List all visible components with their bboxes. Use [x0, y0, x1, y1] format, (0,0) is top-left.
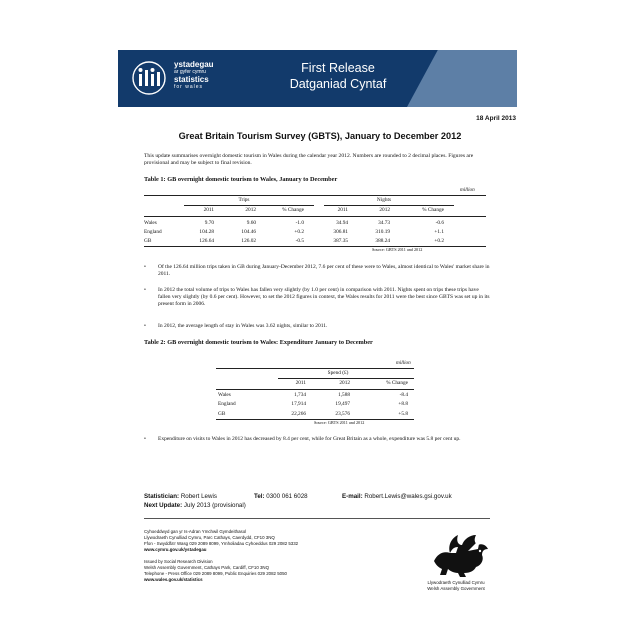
table1-cell: 310.19 — [375, 229, 390, 235]
table2-header-rule — [216, 389, 414, 390]
table1-col-header: % Change — [282, 207, 304, 213]
bullet-text: Of the 126.64 million trips taken in GB during January-December 2012, 7.6 per cent of these were to Wales, almost identical to Wales' market share in 2011. — [158, 264, 490, 278]
bullet-text: In 2012 the total volume of trips to Wales has fallen very slightly (by 1.0 per cent) in comparison with 2011. Nights spent on trips these trips have fallen very slightly (by 0.6 per cent). However, to set the 2012 figures in context, the Wales results for 2011 were the best since GBTS was set up in its present form in 2006. — [158, 287, 490, 308]
welsh-dragon-icon — [428, 527, 492, 579]
banner-accent — [407, 50, 517, 107]
table1-cell: 34.94 — [336, 220, 348, 226]
bullet-dot-icon: • — [144, 323, 146, 329]
contact-line: Cyhoeddwyd gan yr Is-Adran Ymchwil Gymdeithasol — [144, 529, 247, 534]
statistician-label: Statistician: — [144, 493, 180, 500]
table2-unit: million — [396, 360, 411, 366]
contact-line: Issued by Social Research Division — [144, 559, 213, 564]
table1-row-label: Wales — [144, 220, 157, 226]
contact-line: Ffon - Swyddfa'r Wasg 029 2089 8099, Ymholiadau Cyhoeddus 029 2082 5332 — [144, 541, 299, 547]
table2-cell: 22,266 — [291, 411, 306, 417]
footer-divider — [144, 518, 490, 519]
table2-row-label: England — [218, 401, 236, 407]
contact-line: Llywodraeth Cynulliad Cymru, Parc Cathays, Caerdydd, CF10 3NQ — [144, 535, 275, 541]
table2-group-spend: Spend (£) — [327, 370, 349, 376]
table1-cell: 104.46 — [241, 229, 256, 235]
intro-paragraph: This update summarises overnight domestic tourism in Wales during the calendar year 2012. Numbers are rounded to 2 decimal places. Figures are provisional and may be subject to final revision. — [144, 153, 474, 167]
table1-group-nights: Nights — [376, 197, 392, 203]
assembly-name-welsh: Llywodraeth Cynulliad Cymru — [427, 580, 485, 585]
next-update-row — [144, 502, 246, 509]
email-label: E-mail: — [342, 493, 363, 500]
table2-row-label: Wales — [218, 392, 231, 398]
table2-col-header: 2011 — [295, 380, 306, 386]
table1-cell: +0.2 — [434, 238, 444, 244]
table1-cell: 104.28 — [199, 229, 214, 235]
table1-top-rule — [144, 195, 486, 196]
table2-col-header: 2012 — [339, 380, 350, 386]
title-welsh: Datganiad Cyntaf — [289, 76, 387, 91]
table1-cell: 388.24 — [375, 238, 390, 244]
table1-cell: 34.73 — [378, 220, 390, 226]
tel-row — [254, 493, 308, 500]
bullet-item — [144, 436, 490, 443]
table2-source: Source: GBTS 2011 and 2012 — [314, 420, 365, 425]
statistics-logo-icon — [130, 61, 168, 95]
bullet-item — [144, 323, 490, 330]
table1-cell: -0.5 — [295, 238, 304, 244]
table2-cell: 17,914 — [291, 401, 306, 407]
table1-bottom-rule — [144, 246, 486, 247]
contact-website-link[interactable]: www.wales.gov.uk/statistics — [144, 577, 203, 583]
table1-cell: -1.0 — [295, 220, 304, 226]
bullet-dot-icon: • — [144, 436, 146, 442]
next-update-value: July 2013 (provisional) — [183, 502, 246, 509]
contact-website-link[interactable]: www.cymru.gov.uk/ystadegau — [144, 547, 207, 553]
table2-cell: 19,497 — [335, 401, 350, 407]
bullet-item — [144, 264, 490, 278]
assembly-logo-text — [408, 580, 504, 592]
table1-cell: 9.60 — [246, 220, 256, 226]
table2-cell: +8.8 — [398, 401, 408, 407]
table1-trips-rule — [184, 205, 314, 206]
table2-caption: Table 2: GB overnight domestic tourism to Wales: Expenditure January to December — [144, 339, 373, 346]
table1-col-header: 2011 — [337, 207, 348, 213]
bullet-text: In 2012, the average length of stay in Wales was 3.62 nights, similar to 2011. — [158, 323, 328, 329]
email-row — [342, 493, 452, 500]
table1-cell: 126.02 — [241, 238, 256, 244]
table1-col-header: 2012 — [245, 207, 256, 213]
banner-title — [268, 61, 408, 92]
table1-row-label: England — [144, 229, 162, 235]
next-update-label: Next Update: — [144, 502, 183, 509]
logo-line-2: ar gyfer cymru — [174, 69, 206, 75]
table2-spend-rule — [278, 378, 414, 379]
logo-line-4: for wales — [174, 84, 204, 90]
table1-col-header: % Change — [422, 207, 444, 213]
table1-group-trips: Trips — [238, 197, 250, 203]
logo-wordmark — [174, 61, 214, 90]
header-banner — [118, 50, 517, 107]
table1-cell: 126.64 — [199, 238, 214, 244]
table2-cell: 23,576 — [335, 411, 350, 417]
bullet-dot-icon: • — [144, 287, 146, 293]
document-title: Great Britain Tourism Survey (GBTS), January to December 2012 — [178, 131, 462, 141]
table1-nights-rule — [324, 205, 454, 206]
table2-top-rule — [216, 368, 414, 369]
logo-line-1: ystadegau — [174, 60, 214, 69]
contact-line: Welsh Assembly Government, Cathays Park, Cardiff, CF10 3NQ — [144, 565, 270, 571]
table1-col-header: 2011 — [203, 207, 214, 213]
release-page — [118, 50, 522, 610]
table2-cell: 1,588 — [338, 392, 350, 398]
table1-cell: 306.81 — [333, 229, 348, 235]
statistician-name: Robert Lewis — [180, 493, 217, 500]
table2-col-header: % Change — [386, 380, 408, 386]
release-date: 18 April 2013 — [476, 115, 516, 122]
tel-value: 0300 061 6028 — [266, 493, 308, 500]
table2-cell: +5.8 — [398, 411, 408, 417]
assembly-name-english: Welsh Assembly Government — [427, 586, 485, 591]
logo-line-3: statistics — [174, 75, 209, 84]
statistician-row — [144, 493, 217, 500]
table2-row-label: GB — [218, 411, 226, 417]
email-link[interactable]: Robert.Lewis@wales.gsi.gov.uk — [364, 493, 452, 500]
bullet-item — [144, 287, 490, 309]
bullet-dot-icon: • — [144, 264, 146, 270]
contact-block-welsh — [144, 529, 298, 553]
table1-caption: Table 1: GB overnight domestic tourism to Wales, January to December — [144, 176, 338, 183]
bullet-text: Expenditure on visits to Wales in 2012 has decreased by 8.4 per cent, while for Great Britain as a whole, expenditure was 5.8 per cent up. — [158, 436, 461, 442]
table1-unit: million — [460, 187, 475, 193]
table1-cell: +0.2 — [294, 229, 304, 235]
table2-cell: 1,734 — [294, 392, 306, 398]
table1-cell: -0.6 — [435, 220, 444, 226]
table1-cell: 9.70 — [204, 220, 214, 226]
table1-col-header: 2012 — [379, 207, 390, 213]
table1-source: Source: GBTS 2011 and 2012 — [372, 247, 423, 252]
table1-cell: 387.35 — [333, 238, 348, 244]
contact-line: Telephone - Press Office 029 2089 8099, Public Enquiries 029 2082 5050 — [144, 571, 287, 577]
title-english: First Release — [301, 61, 375, 75]
contact-block-english — [144, 559, 287, 583]
table1-cell: +1.1 — [434, 229, 444, 235]
table1-row-label: GB — [144, 238, 152, 244]
tel-label: Tel: — [254, 493, 265, 500]
table1-header-rule — [144, 216, 486, 217]
table2-cell: -8.4 — [399, 392, 408, 398]
